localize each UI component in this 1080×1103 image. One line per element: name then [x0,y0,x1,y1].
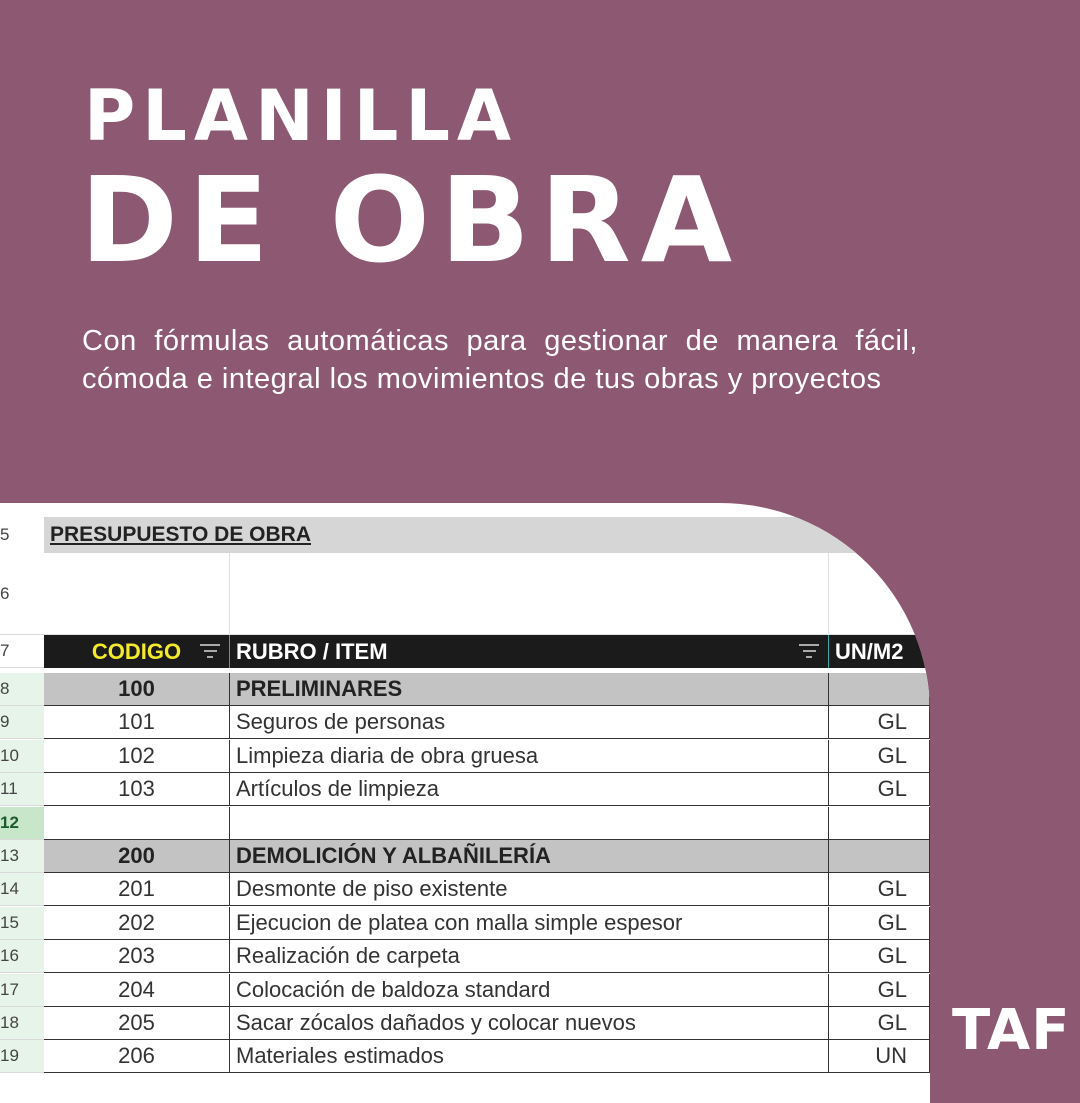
code-cell[interactable]: 206 [44,1040,230,1073]
item-cell[interactable]: Limpieza diaria de obra gruesa [230,740,829,773]
item-cell[interactable]: Materiales estimados [230,1040,829,1073]
brand-logo: TAF [952,998,1071,1063]
code-cell[interactable]: 205 [44,1007,230,1040]
unit-cell[interactable]: GL [829,740,930,773]
blank-row [0,553,930,635]
spreadsheet-preview [0,503,930,1103]
sheet-title-row [0,517,930,553]
item-cell[interactable]: Desmonte de piso existente [230,873,829,906]
header-item-label: RUBRO / ITEM [236,638,388,664]
table-row [0,1040,930,1073]
code-cell[interactable]: 101 [44,706,230,739]
unit-cell[interactable]: GL [829,706,930,739]
table-row [0,940,930,973]
code-cell[interactable]: 102 [44,740,230,773]
unit-cell[interactable] [829,840,930,873]
filter-icon[interactable] [798,644,820,660]
row-number: 19 [0,1040,44,1073]
blank-cell[interactable] [44,553,230,635]
row-number: 18 [0,1007,44,1040]
unit-cell[interactable]: GL [829,773,930,806]
unit-cell[interactable]: GL [829,940,930,973]
item-cell[interactable]: Ejecucion de platea con malla simple espesor [230,907,829,940]
header-code[interactable] [44,635,230,668]
table-row [0,974,930,1007]
item-cell[interactable]: PRELIMINARES [230,673,829,706]
filter-icon[interactable] [199,644,221,660]
subtitle: Con fórmulas automáticas para gestionar de manera fácil, cómoda e integral los movimientos de tus obras y proyectos [82,325,918,395]
item-cell[interactable]: Sacar zócalos dañados y colocar nuevos [230,1007,829,1040]
code-cell[interactable]: 201 [44,873,230,906]
code-cell[interactable]: 200 [44,840,230,873]
table-row [0,873,930,906]
code-cell[interactable]: 103 [44,773,230,806]
item-cell[interactable]: Colocación de baldoza standard [230,974,829,1007]
blank-cell[interactable] [230,553,829,635]
unit-cell[interactable]: GL [829,974,930,1007]
table-row [0,907,930,940]
row-number: 15 [0,907,44,940]
header-code-label: CODIGO [91,638,182,664]
table-row [0,1007,930,1040]
unit-cell[interactable] [829,673,930,706]
item-cell[interactable] [230,807,829,840]
row-number: 6 [0,553,44,635]
sheet-title: PRESUPUESTO DE OBRA [50,523,311,546]
row-number: 17 [0,974,44,1007]
code-cell[interactable]: 203 [44,940,230,973]
blank-cell[interactable] [829,553,930,635]
header-item[interactable] [230,635,829,668]
title-line-1: PLANILLA [84,75,519,157]
column-header-row [0,635,930,668]
item-cell[interactable]: Seguros de personas [230,706,829,739]
code-cell[interactable]: 204 [44,974,230,1007]
table-row [0,773,930,806]
unit-cell[interactable] [829,807,930,840]
group-row [0,673,930,706]
row-number: 16 [0,940,44,973]
table-row [0,706,930,739]
item-cell[interactable]: Realización de carpeta [230,940,829,973]
row-number: 9 [0,706,44,739]
row-number: 5 [0,517,44,553]
header-unit[interactable]: UN/M2 [829,635,930,668]
table-row [0,740,930,773]
row-number: 8 [0,673,44,706]
unit-cell[interactable]: GL [829,907,930,940]
item-cell[interactable]: Artículos de limpieza [230,773,829,806]
row-number: 13 [0,840,44,873]
code-cell[interactable] [44,807,230,840]
code-cell[interactable]: 100 [44,673,230,706]
row-number: 10 [0,740,44,773]
unit-cell[interactable]: UN [829,1040,930,1073]
unit-cell[interactable]: GL [829,1007,930,1040]
row-number: 14 [0,873,44,906]
item-cell[interactable]: DEMOLICIÓN Y ALBAÑILERÍA [230,840,829,873]
row-number: 11 [0,773,44,806]
code-cell[interactable]: 202 [44,907,230,940]
row-number: 7 [0,635,44,668]
group-row [0,840,930,873]
table-row [0,807,930,840]
title-line-2: DE OBRA [80,151,743,289]
row-number: 12 [0,807,44,840]
unit-cell[interactable]: GL [829,873,930,906]
